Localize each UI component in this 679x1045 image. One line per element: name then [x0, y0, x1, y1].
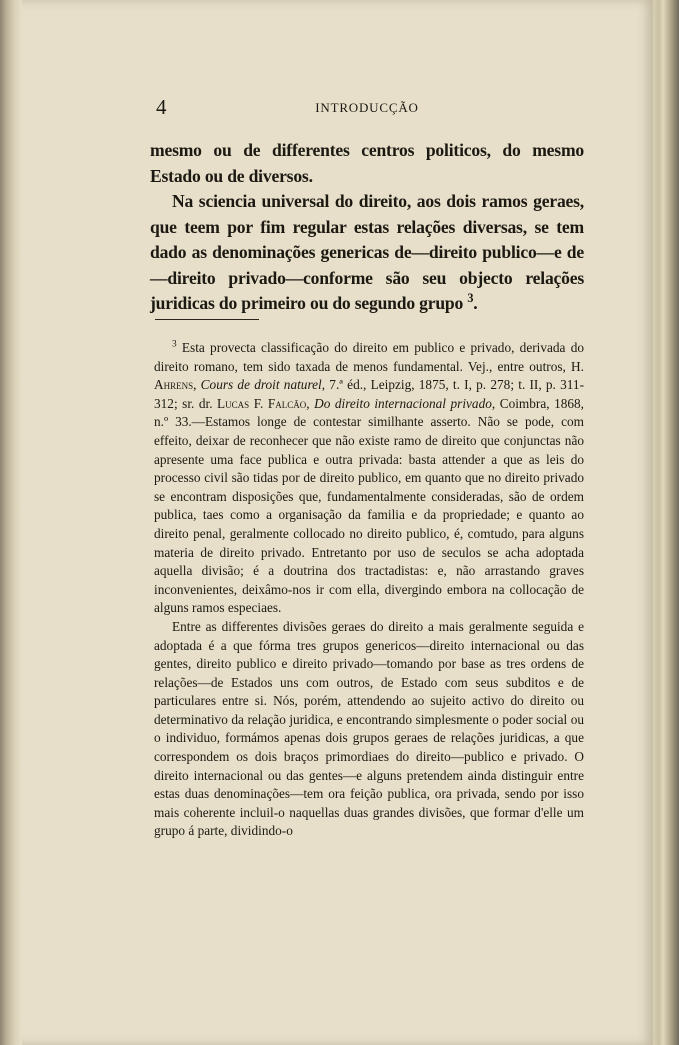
footnote-text-e: , Coimbra, 1868, n.º 33.—Estamos longe de contestar similhante asserto. Não se pode, com effeito, deixar de reconhecer que não existe ramo de direito que conjunctas não apresente uma face publica e outra privada: basta attender a que as leis do processo civil são tidas por de direito publico, em quanto que no direito privado se encontram disposições que, fundamentalmente consideradas, são de ordem publica, taes como a organisação da familia e da propriedade; e quanto ao direito penal, geralmente collocado no direito publico, é, comtudo, para alguns materia de direito privado. Entretanto por uso de seculos se acha adoptada aquella divisão; é a doutrina dos tractadistas: e, não arrastando graves inconvenientes, deixâmo-nos ir com ella, divergindo embora na collocação de alguns ramos especiaes.: [154, 395, 585, 616]
author-lucas-falcao: Lucas F. Falcão: [217, 395, 307, 411]
footnote-text-b: ,: [193, 377, 201, 393]
footnote-text-c: , 7.ª éd., Leipzig, 1875, t. I, p. 278; t. II, p. 311-312; sr. dr.: [154, 377, 584, 411]
main-text: [150, 138, 584, 317]
body-paragraph-1: mesmo ou de differentes centros politicos, do mesmo Estado ou de diversos.: [150, 140, 584, 186]
footnote-rule: [155, 319, 259, 320]
page-gutter: [0, 0, 22, 1045]
footnote-paragraph-1: [154, 339, 584, 618]
page-edge-right: [653, 0, 679, 1045]
footnote-text-d: ,: [306, 395, 315, 411]
footnote-marker: 3: [172, 339, 177, 350]
running-head: INTRODUCÇÃO: [315, 100, 419, 115]
page-number: 4: [156, 95, 167, 119]
footnote-text-a: Esta provecta classificação do direito em publico e privado, derivada do direito romano, tem sido taxada de menos fundamental. Vej., entre outros, H.: [154, 340, 584, 374]
body-paragraph-2-text: Na sciencia universal do direito, aos dois ramos geraes, que teem por fim regular estas relações diversas, se tem dado as denominações genericas de—direito publico—e de—direito privado—conforme são seu objecto relações juridicas do primeiro ou do segundo grupo: [150, 191, 584, 313]
footnote-reference: 3: [467, 291, 474, 306]
footnote-paragraph-2: Entre as differentes divisões geraes do direito a mais geralmente seguida e adoptada é a que fórma tres grupos genericos—direito internacional ou das gentes, direito publico e direito privado—tomando por base as tres ordens de relações—de Estados uns com outros, de Estado com seus subditos e de particulares entre si. Nós, porém, attendendo ao sujeito activo do direito ou determinativo da relação juridica, e encontrando simplesmente o poder social ou o individuo, formámos apenas dois grupos geraes de relações juridicas, a que correspondem os dois braços primordiaes do direito—publico e privado. O direito internacional ou das gentes—e alguns pretendem ainda distinguir entre estas duas denominações—tem ora feição publica, ora privada, sendo por isso mais coherente incluil-o naquellas duas grandes divisões, que formar d'elle um grupo á parte, dividindo-o: [154, 618, 584, 839]
title-do-direito-internacional-privado: Do direito internacional privado: [314, 395, 492, 411]
title-cours-de-droit-naturel: Cours de droit naturel: [200, 377, 322, 393]
page-header: [150, 97, 584, 119]
footnote: [154, 339, 584, 841]
body-paragraph-2: [150, 189, 584, 317]
body-paragraph-2-end: .: [473, 293, 478, 313]
author-ahrens: Ahrens: [154, 377, 194, 393]
